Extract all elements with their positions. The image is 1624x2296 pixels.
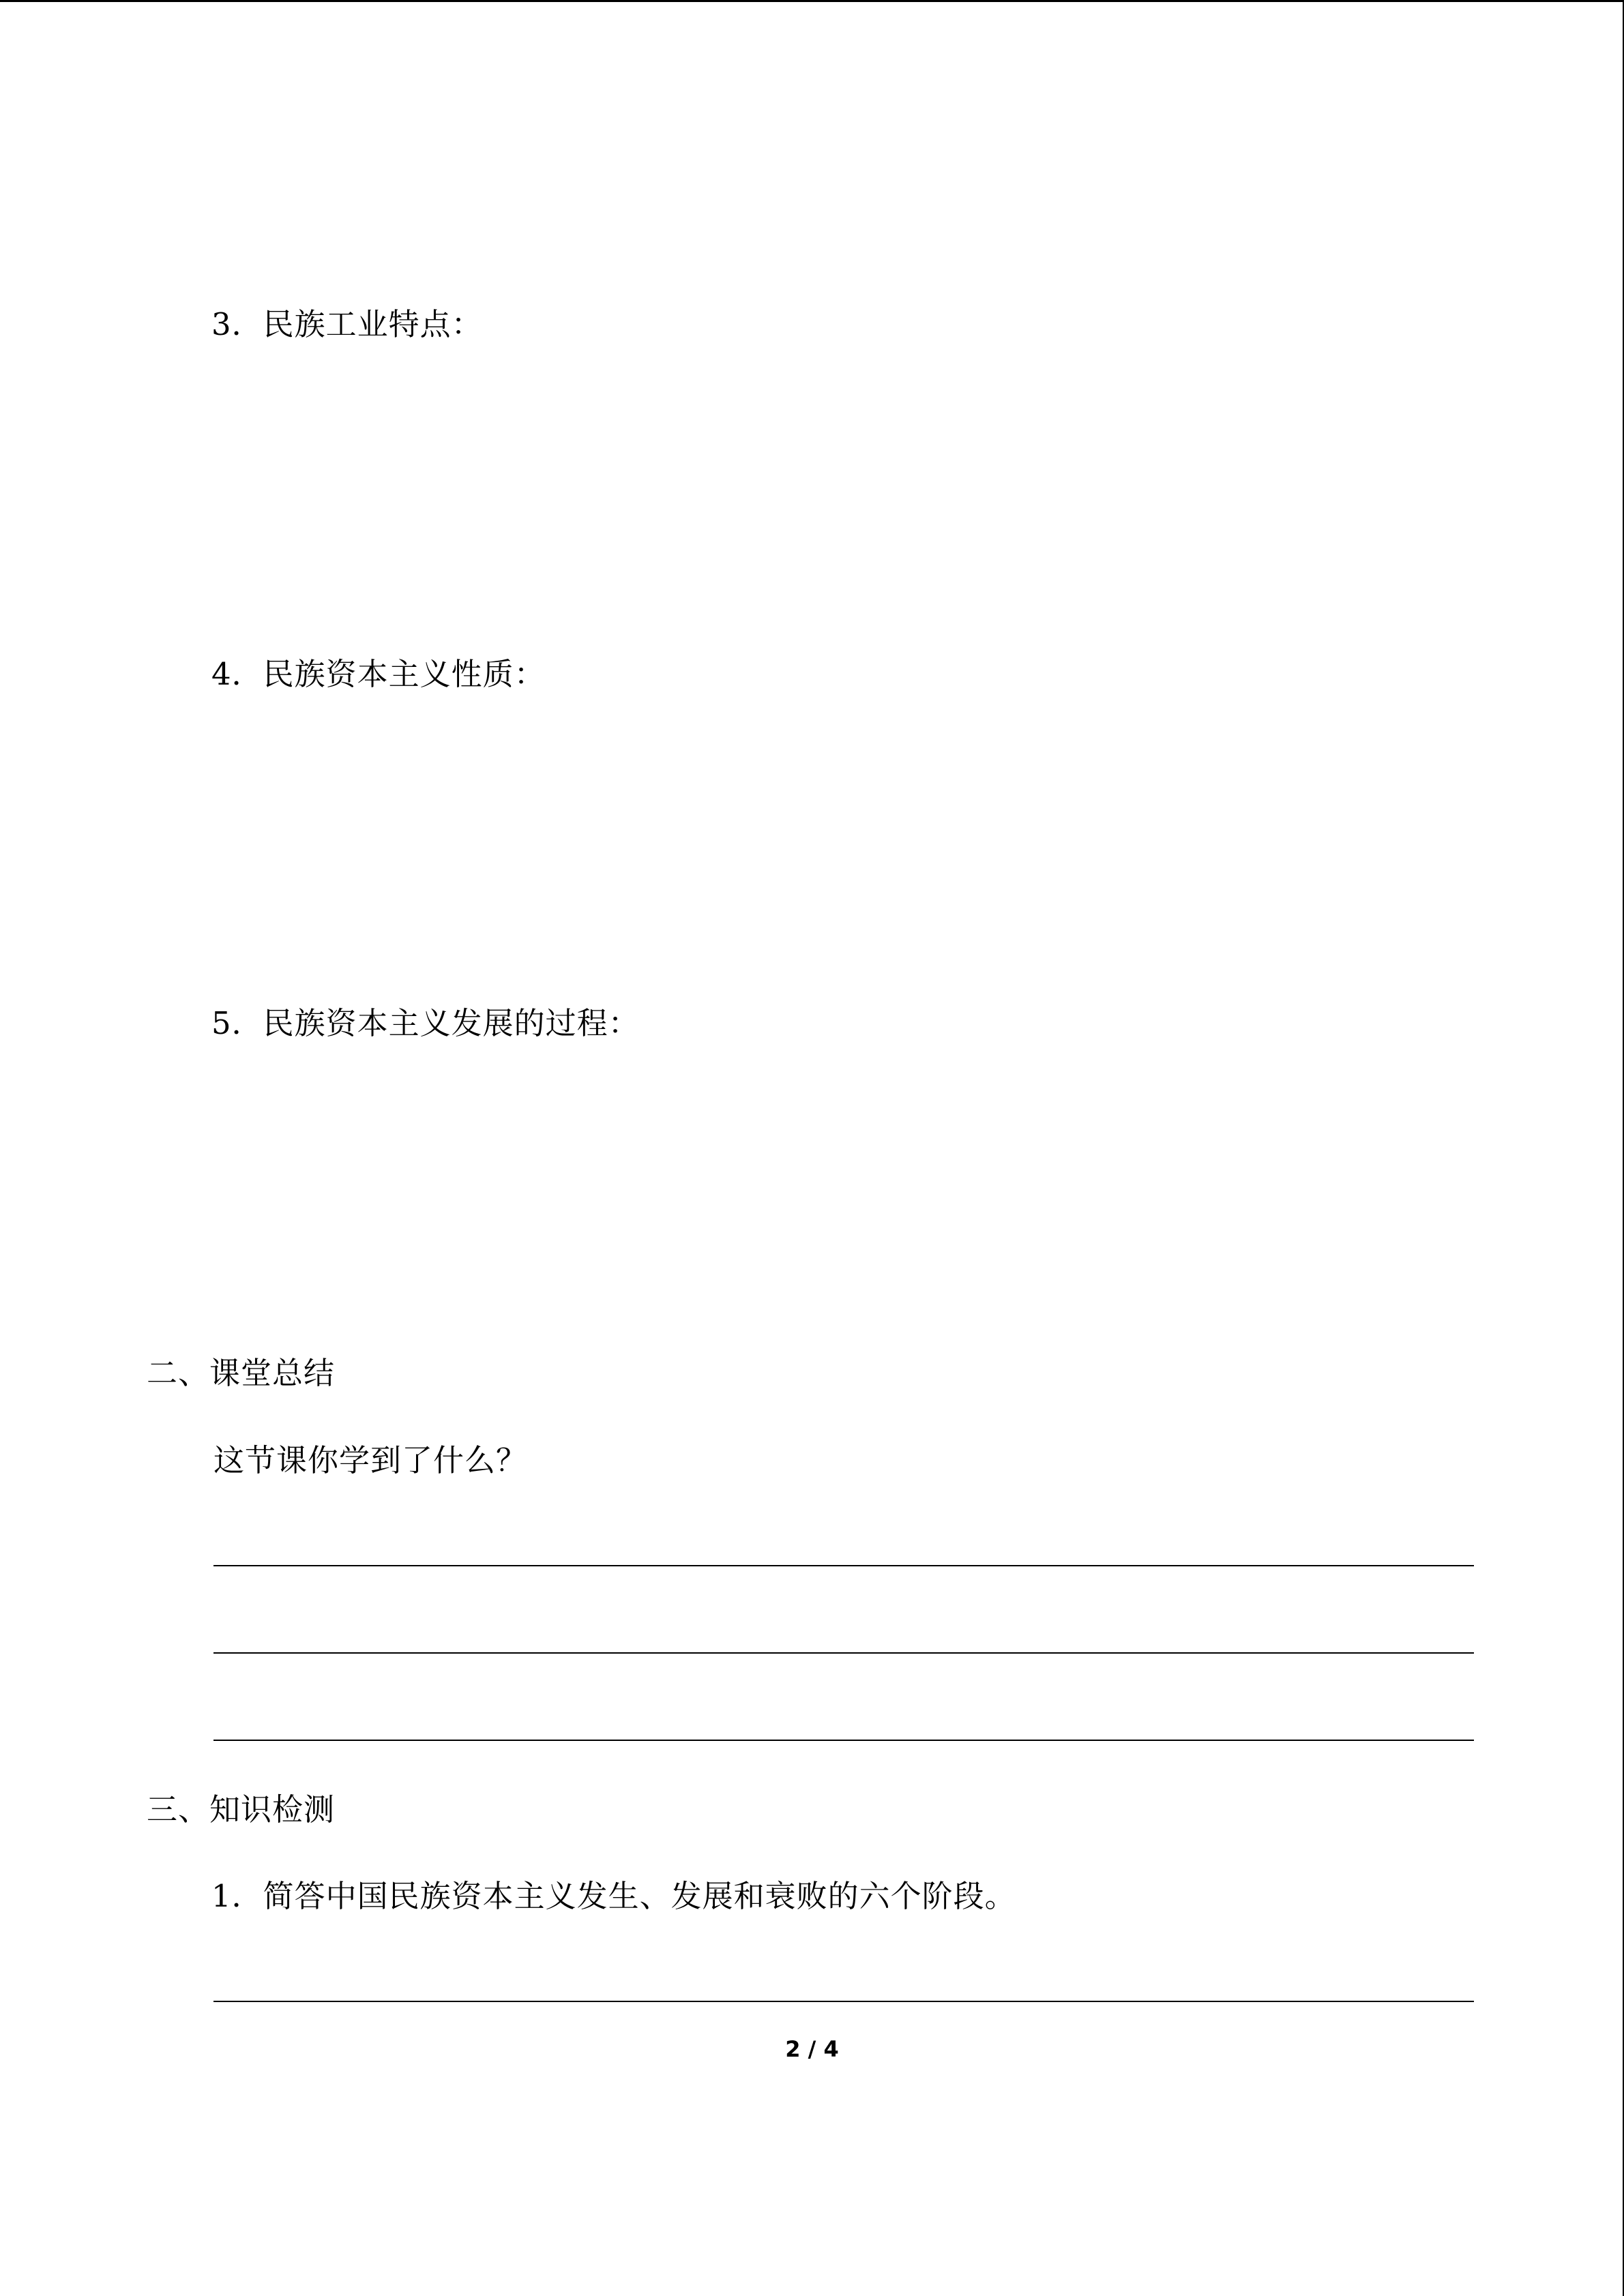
item-5-label: 5．民族资本主义发展的过程： — [211, 1005, 640, 1041]
answer-line-3[interactable] — [213, 1740, 1474, 1741]
answer-line-1[interactable] — [213, 1565, 1474, 1566]
answer-line-2[interactable] — [213, 1652, 1474, 1654]
item-4-label: 4．民族资本主义性质： — [211, 656, 546, 692]
page-number: 2 / 4 — [785, 2036, 839, 2062]
section-2-heading: 二、课堂总结 — [147, 1355, 336, 1391]
section-3-question-1: 1．简答中国民族资本主义发生、发展和衰败的六个阶段。 — [211, 1878, 1016, 1914]
answer-line-4[interactable] — [213, 2001, 1474, 2002]
item-3-label: 3．民族工业特点： — [211, 306, 483, 342]
section-2-prompt: 这节课你学到了什么？ — [213, 1442, 528, 1478]
section-3-heading: 三、知识检测 — [147, 1791, 336, 1828]
